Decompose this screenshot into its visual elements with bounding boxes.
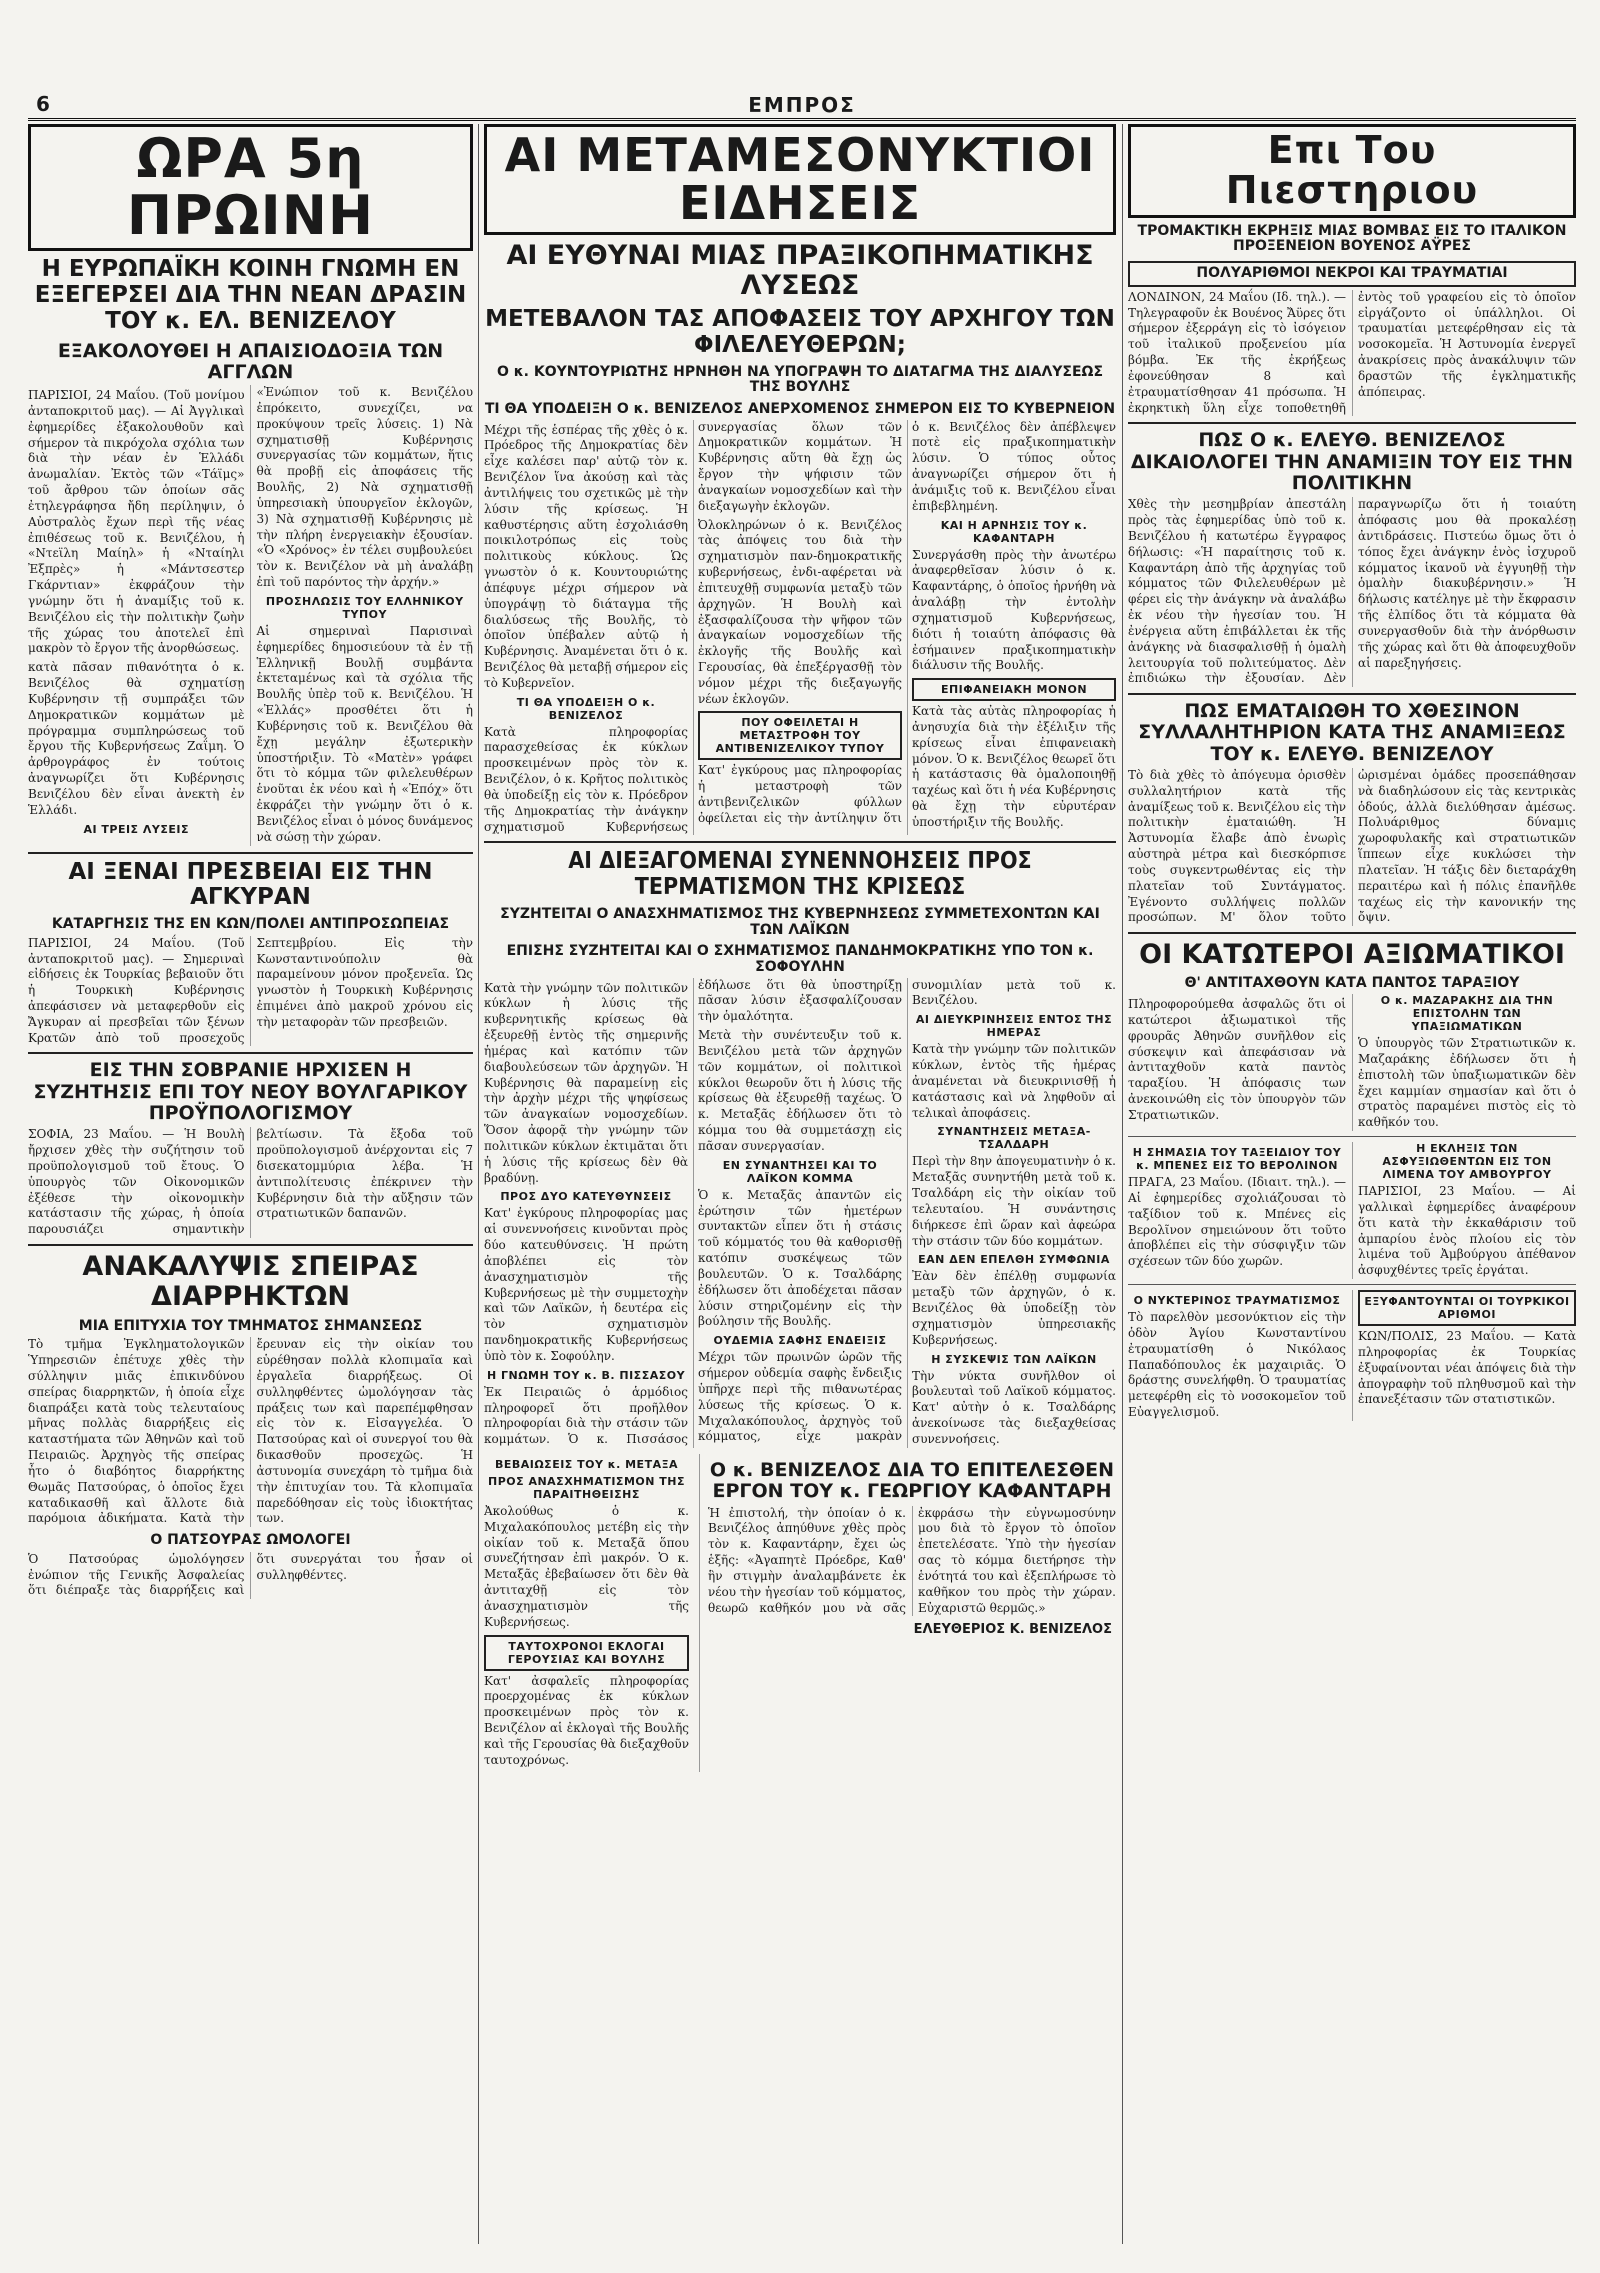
article-text: «Ἐνώπιον τοῦ κ. Βενιζέλου ἐπρόκειτο, συνεχίζει, να προκύψουν τρεῖς λύσεις. 1) Νὰ σχηματισθῇ Κυβέρνησις συνεργασίας τῶν κομμάτων, ἥτις θὰ προβῇ εἰς ἀποφάσεις τῆς Βουλῆς, 2) Νὰ σχηματισθῇ ὑπηρεσιακὴ ὑπουργεῖον ἐκλογῶν, 3) Νὰ σχηματισθῇ Κυβέρνησις μὲ τὴν πλήρη ἐνεργειακὴν ἐξουσίαν. «Ὁ «Χρόνος» ἐν τέλει συμβουλεύει τὸν κ. Βενιζέλον νὰ μὴ ἀναλάβῃ ἐπὶ τοῦ παρόντος τὴν ἀρχήν.» (256, 385, 473, 590)
headline-embassies-ankara: ΑΙ ΞΕΝΑΙ ΠΡΕΣΒΕΙΑΙ ΕΙΣ ΤΗΝ ΑΓΚΥΡΑΝ (68, 858, 433, 911)
column-right (1128, 124, 1576, 1421)
article-text: Μέχρι τῆς ἑσπέρας τῆς χθὲς ὁ κ. Πρόεδρος τῆς Δημοκρατίας δὲν εἶχε καλέσει παρ' αὐτῷ τὸν κ. Βενιζέλον ἵνα ἀκούσῃ καὶ τὰς ἀντιλήψεις του σχετικῶς μὲ τὴν λύσιν τῆς κρίσεως. Ἡ καθυστέρησις αὕτη ἐσχολιάσθη ποικιλοτρόπως εἰς τοὺς πολιτικοὺς κύκλους. Ὡς γνωστὸν ὁ κ. Κουντουριώτης ἀπέφυγε μέχρι σήμερον νὰ ὑπογράψῃ τὸ διάταγμα τῆς διαλύσεως τῆς Βουλῆς, τὸ ὁποῖον ὑπέβαλεν αὐτῷ ἡ Κυβέρνησις. Ἀναμένεται ὅτι ὁ κ. Βενιζέλος θὰ μεταβῇ σήμερον εἰς τὸ Κυβερνεῖον. (484, 422, 688, 690)
subheading-superficial: ΕΠΙΦΑΝΕΙΑΚΗ ΜΟΝΟΝ (912, 678, 1116, 701)
subheading-metaxas: ΒΕΒΑΙΩΣΕΙΣ ΤΟΥ κ. ΜΕΤΑΞΑ (494, 1458, 679, 1471)
article-text: Κατὰ πληροφορίας παρασχεθείσας ἐκ κύκλων προσκειμένων πρὸς τὸν κ. Βενιζέλον, ὁ κ. Κρῆτος πολιτικὸς θὰ ὑποδείξῃ εἰς τὸν κ. Πρόεδρον τῆς Δημοκρατίας τὴν ἀνάγκην σχηματισμοῦ Κυβερνήσεως συνεργασίας ὅλων τῶν Δημοκρατικῶν κομμάτων. Ἡ Κυβέρνησις αὕτη θὰ ἔχῃ ὡς ἔργον τὴν ψήφισιν τῶν ἀναγκαίων νομοσχεδίων καὶ τὴν διεξαγωγὴν ἐκλογῶν. (484, 419, 902, 834)
divider (1128, 422, 1576, 424)
divider (1128, 1136, 1576, 1137)
column-left (28, 124, 473, 1602)
column-center (484, 124, 1116, 1772)
subheading-popular-council: Η ΣΥΣΚΕΨΙΣ ΤΩΝ ΛΑΪΚΩΝ (931, 1352, 1097, 1366)
article-text: Ὁ ὑπουργὸς τῶν Στρατιωτικῶν κ. Μαζαράκης ἐδήλωσεν ὅτι ἡ ἐπιστολὴ τῶν ὑπαξιωματικῶν δὲν ἔχει καμμίαν σημασίαν καὶ ὅτι ὁ στρατὸς παραμένει πιστὸς εἰς τὸ καθῆκόν του. (1358, 1036, 1576, 1130)
article-officers (1128, 994, 1576, 1131)
subheading-hamburg: Η ΕΚΛΗΞΙΣ ΤΩΝ ΑΣΦΥΞΙΩΘΕΝΤΩΝ ΕΙΣ ΤΟΝ ΛΙΜΕΝΑ ΤΟΥ ΑΜΒΟΥΡΓΟΥ (1382, 1142, 1552, 1182)
article-text: Κατὰ τὴν γνώμην τῶν πολιτικῶν κύκλων, ἐντὸς τῆς ἡμέρας ἀναμένεται νὰ διευκρινισθῇ ἡ κατάστασις καὶ νὰ ληφθοῦν αἱ τελικαὶ ἀποφάσεις. (912, 1042, 1116, 1120)
subheading-piraeus-opinion: Η ΓΝΩΜΗ ΤΟΥ κ. Β. ΠΙΣΣΑΣΟΥ (486, 1368, 686, 1382)
article-text: Περὶ τὴν 8ην ἀπογευματινὴν ὁ κ. Μεταξᾶς συνηντήθη μετὰ τοῦ κ. Τσαλδάρη εἰς τὴν οἰκίαν τοῦ τελευταίου. Ἡ συνάντησις διήρκεσε ἐπὶ ὥραν καὶ ἀφεώρα τὴν στάσιν τῶν δύο κομμάτων. (912, 1154, 1116, 1248)
article-bomb: ΛΟΝΔΙΝΟΝ, 24 Μαΐου (Ιδ. τηλ.). — Τηλεγραφοῦν ἐκ Βουένος Ἄϋρες ὅτι σήμερον ἐξερράγη εἰς τὸ ἰσόγειον τοῦ ἰταλικοῦ προξενείου μία βόμβα. Ἐκ τῆς ἐκρήξεως ἐφονεύθησαν 8 καὶ ἐτραυματίσθησαν 41 πρόσωπα. Ἡ ἐκρηκτικὴ ὕλη εἶχε τοποθετηθῆ ἐντὸς τοῦ γραφείου εἰς τὸ ὁποῖον εἰργάζοντο οἱ ὑπάλληλοι. Οἱ τραυματίαι μετεφέρθησαν εἰς τὰ νοσοκομεῖα. Ἡ Ἀστυνομία ἐνεργεῖ ἀνακρίσεις πρὸς ἀνακάλυψιν τῶν δραστῶν τῆς ἐγκληματικῆς ἀπόπειρας. (1128, 289, 1576, 415)
divider (28, 852, 473, 854)
article-text: ΠΡΑΓΑ, 23 Μαΐου. (Ιδιαιτ. τηλ.). — Αἱ ἐφημερίδες σχολιάζουσαι τὸ ταξίδιον τοῦ κ. Μπένες εἰς Βερολῖνον σημειώνουν ὅτι τοῦτο ἀποβλέπει εἰς τὴν σύσφιγξιν τῶν σχέσεων τῶν δύο χωρῶν. (1128, 1175, 1346, 1269)
subheading-night-stabbing: Ο ΝΥΚΤΕΡΙΝΟΣ ΤΡΑΥΜΑΤΙΣΜΟΣ (1133, 1294, 1341, 1308)
article-text: Πληροφορούμεθα ἀσφαλῶς ὅτι οἱ κατώτεροι ἀξιωματικοὶ τῆς φρουρᾶς Ἀθηνῶν συνῆλθον εἰς σύσκεψιν καὶ ἀπεφάσισαν νὰ ἀντιταχθοῦν κατὰ παντὸς ταραξίου. Ἡ ἀπόφασις των ἀνεκοινώθη εἰς τὸν ὑπουργὸν τῶν Στρατιωτικῶν. (1128, 997, 1346, 1122)
subheading-mazarakis: Ο κ. ΜΑΖΑΡΑΚΗΣ ΔΙΑ ΤΗΝ ΕΠΙΣΤΟΛΗΝ ΤΩΝ ΥΠΑΞΙΩΜΑΤΙΚΩΝ (1380, 994, 1554, 1034)
article-patsouras: Ὁ Πατσούρας ὡμολόγησεν ἐνώπιον τῆς Γενικῆς Ἀσφαλείας ὅτι διέπραξε τὰς διαρρήξεις καὶ ὅτι συνεργάται του ἦσαν οἱ συλληφθέντες. (28, 1551, 473, 1598)
subheading-turkish-numbers: ΕΞΥΦΑΝΤΟΥΝΤΑΙ ΟΙ ΤΟΥΡΚΙΚΟΙ ΑΡΙΘΜΟΙ (1358, 1290, 1576, 1326)
headline-british-pessimism: ΕΞΑΚΟΛΟΥΘΕΙ Η ΑΠΑΙΣΙΟΔΟΞΙΑ ΤΩΝ ΑΓΓΛΩΝ (57, 339, 444, 383)
section-banner-press: Επι Του Πιεστηριου (1128, 124, 1576, 218)
article-text: Μέχρι τῶν πρωινῶν ὡρῶν τῆς σήμερον οὐδεμία σαφὴς ἔνδειξις ὑπῆρχε περὶ τῆς πιθανωτέρας λύσεως τῆς κρίσεως. Ὁ κ. Μιχαλακόπουλος, ἀρχηγὸς τοῦ κόμματος, εἶχε μακρὰν συνομιλίαν μετὰ τοῦ κ. Βενιζέλου. (698, 977, 1116, 1444)
subheading-kafantaris-refusal: ΚΑΙ Η ΑΡΝΗΣΙΣ ΤΟΥ κ. ΚΑΦΑΝΤΑΡΗ (940, 518, 1088, 545)
article-text: Τὸ παρελθὸν μεσονύκτιον εἰς τὴν ὁδὸν Ἁγίου Κωνσταντίνου ἐτραυματίσθη ὁ Νικόλαος Παπαδόπουλος ἐκ μαχαιριᾶς. Ὁ δράστης συνελήφθη. Ὁ τραυματίας μετεφέρθη εἰς τὸ νοσοκομεῖον τοῦ Εὐαγγελισμοῦ. (1128, 1310, 1346, 1420)
masthead-title: ΕΜΠΡΟΣ (748, 93, 856, 117)
briefs (1128, 1142, 1576, 1279)
article-text: Κατὰ τὴν γνώμην τῶν πολιτικῶν κύκλων ἡ λύσις τῆς κυβερνητικῆς κρίσεως θὰ ἐξευρεθῇ ἐντὸς τῆς σημερινῆς ἡμέρας καὶ κατόπιν τῶν διαβουλεύσεων τῶν ἀρχηγῶν. Ἡ Κυβέρνησις θὰ παραμείνῃ εἰς τὴν ἀρχὴν μέχρι τῆς ψηφίσεως τῶν ἀναγκαίων νομοσχεδίων. Ὅσον ἀφορᾷ τὴν γνώμην τῶν πολιτικῶν κύκλων ἐκτιμᾶται ὅτι ἡ λύσις τῆς κρίσεως δὲν θὰ βραδύνῃ. (484, 980, 688, 1185)
subheading-simultaneous-elections: ΤΑΥΤΟΧΡΟΝΟΙ ΕΚΛΟΓΑΙ ΓΕΡΟΥΣΙΑΣ ΚΑΙ ΒΟΥΛΗΣ (484, 1635, 689, 1671)
divider (1128, 932, 1576, 934)
section-banner-5am: ΩΡΑ 5η ΠΡΩΙΝΗ (28, 124, 473, 251)
headline-liberal-leader: ΜΕΤΕΒΑΛΟΝ ΤΑΣ ΑΠΟΦΑΣΕΙΣ ΤΟΥ ΑΡΧΗΓΟΥ ΤΩΝ ΦΙΛΕΛΕΥΘΕΡΩΝ; (485, 306, 1115, 358)
subheadline-reshuffle: ΣΥΖΗΤΕΙΤΑΙ Ο ΑΝΑΣΧΗΜΑΤΙΣΜΟΣ ΤΗΣ ΚΥΒΕΡΝΗΣΕΩΣ ΣΥΜΜΕΤΕΧΟΝΤΩΝ ΚΑΙ ΤΩΝ ΛΑΪΚΩΝ (500, 905, 1100, 938)
article-text: Ἡ ἐπιστολή, τὴν ὁποίαν ὁ κ. Βενιζέλος ἀπηύθυνε χθὲς πρὸς τὸν κ. Καφαντάρην, ἔχει ὡς ἑξῆς: «Ἀγαπητὲ Πρόεδρε, Καθ' ἣν στιγμὴν ἀναλαμβάνετε ἐκ νέου τὴν ἡγεσίαν τοῦ κόμματος, θεωρῶ καθῆκόν μου νὰ σᾶς ἐκφράσω τὴν εὐγνωμοσύνην μου διὰ τὸ ἔργον τὸ ὁποῖον ἐπετελέσατε. Ὑπὸ τὴν ἡγεσίαν σας τὸ κόμμα διετήρησε τὴν ἑνότητά του καὶ ἐξεπλήρωσε τὸ καθῆκον του πρὸς τὴν χώραν. Εὐχαριστῶ θερμῶς.» (708, 1505, 1116, 1615)
article-text: Ἐὰν δὲν ἐπέλθῃ συμφωνία μεταξὺ τῶν ἀρχηγῶν, ὁ κ. Βενιζέλος θὰ ὑποδείξῃ τὸν σχηματισμὸν ὑπηρεσιακῆς Κυβερνήσεως. (912, 1269, 1116, 1347)
headline-bomb-explosion: ΤΡΟΜΑΚΤΙΚΗ ΕΚΡΗΞΙΣ ΜΙΑΣ ΒΟΜΒΑΣ ΕΙΣ ΤΟ ΙΤΑΛΙΚΟΝ ΠΡΟΞΕΝΕΙΟΝ ΒΟΥΕΝΟΣ ΑΫΡΕΣ (1137, 222, 1567, 255)
headline-venizelos-today: ΤΙ ΘΑ ΥΠΟΔΕΙΞΗ Ο κ. ΒΕΝΙΖΕΛΟΣ ΑΝΕΡΧΟΜΕΝΟΣ ΣΗΜΕΡΟΝ ΕΙΣ ΤΟ ΚΥΒΕΡΝΕΙΟΝ (484, 400, 1116, 417)
article-text: Αἱ σημεριναὶ Παρισιναὶ ἐφημερίδες δημοσιεύουν τὰ ἐν τῇ Ἑλληνικῇ Βουλῇ συμβάντα ἐκτεταμένως καὶ τὰ σχόλια τῆς Βουλῆς ὑπὲρ τοῦ κ. Βενιζέλου. Ἡ «Ἐλλάς» προσθέτει ὅτι ἡ Κυβέρνησις τοῦ κ. Βενιζέλου θὰ ἔχῃ μεγάλην ἐξωτερικὴν ὑποστήριξιν. Τὸ «Ματὲν» γράφει ὅτι τὸ κόμμα τῶν φιλελευθέρων ἑνοῦται ἐκ νέου καὶ ἡ «Ἐπόχ» ὅτι ἐκφράζει τὴν γνώμην ὅτι ὁ κ. Βενιζέλος εἶναι ὁ μόνος δυνάμενος νὰ σώσῃ τὴν χώραν. (256, 623, 473, 844)
headline-rally-cancelled: ΠΩΣ ΕΜΑΤΑΙΩΘΗ ΤΟ ΧΘΕΣΙΝΟΝ ΣΥΛΛΑΛΗΤΗΡΙΟΝ ΚΑΤΑ ΤΗΣ ΑΝΑΜΙΞΕΩΣ ΤΟΥ κ. ΕΛΕΥΘ. ΒΕΝΙΖΕΛΟΥ (1138, 700, 1566, 765)
article-text: Κατ' ἀσφαλεῖς πληροφορίας προερχομένας ἐκ κύκλων προσκειμένων πρὸς τὸν κ. Βενιζέλον αἱ ἐκλογαὶ τῆς Βουλῆς καὶ τῆς Γερουσίας θὰ διεξαχθοῦν ταυτοχρόνως. (484, 1673, 689, 1767)
subheading-popular-party: ΕΝ ΣΥΝΑΝΤΗΣΕΙ ΚΑΙ ΤΟ ΛΑΪΚΟΝ ΚΟΜΜΑ (722, 1158, 878, 1185)
headline-bulgarian-budget: ΕΙΣ ΤΗΝ ΣΟΒΡΑΝΙΕ ΗΡΧΙΣΕΝ Η ΣΥΖΗΤΗΣΙΣ ΕΠΙ ΤΟΥ ΝΕΟΥ ΒΟΥΛΓΑΡΙΚΟΥ ΠΡΟΫΠΟΛΟΓΙΣΜΟΥ (33, 1059, 468, 1125)
article-text: Κατὰ τὰς αὐτὰς πληροφορίας ἡ ἀνησυχία διὰ τὴν ἐξέλιξιν τῆς κρίσεως εἶναι ἐπιφανειακὴ μόνον. Ὁ κ. Βενιζέλος θεωρεῖ ὅτι ἡ κατάστασις θὰ ὁμαλοποιηθῇ ταχέως καὶ ὅτι ἡ νέα Κυβέρνησις θὰ ἔχῃ τὴν εὐρυτέραν ὑποστήριξιν τῆς Βουλῆς. (912, 704, 1116, 829)
article-text: Τὴν νύκτα συνῆλθον οἱ βουλευταὶ τοῦ Λαϊκοῦ κόμματος. Κατ' αὐτὴν ὁ κ. Τσαλδάρης ἀνεκοίνωσε τὰς διεξαχθείσας συνεννοήσεις. (912, 1368, 1116, 1446)
divider (28, 1052, 473, 1054)
section-banner-late-news: ΑΙ ΜΕΤΑΜΕΣΟΝΥΚΤΙΟΙ ΕΙΔΗΣΕΙΣ (484, 124, 1116, 235)
article-metaxas (484, 1454, 689, 1772)
article-text: Μετὰ τὴν συνέντευξιν τοῦ κ. Βενιζέλου μετὰ τῶν ἀρχηγῶν τῶν κομμάτων, οἱ πολιτικοὶ κύκλοι θεωροῦν ὅτι ἡ λύσις τῆς κρίσεως θὰ ἐξευρεθῇ ταχέως. Ὁ κ. Μεταξᾶς ἐδήλωσεν ὅτι τὸ κόμμα του θὰ συμμετάσχῃ εἰς πᾶσαν συνεργασίαν. (698, 1028, 902, 1153)
subheadline-embassies: ΚΑΤΑΡΓΗΣΙΣ ΤΗΣ ΕΝ ΚΩΝ/ΠΟΛΕΙ ΑΝΤΙΠΡΟΣΩΠΕΙΑΣ (51, 916, 450, 933)
masthead-bar (28, 92, 1576, 121)
subheadline-burglar-ring: ΜΙΑ ΕΠΙΤΥΧΙΑ ΤΟΥ ΤΜΗΜΑΤΟΣ ΣΗΜΑΝΣΕΩΣ (78, 1317, 423, 1334)
page-number: 6 (36, 92, 50, 116)
headline-venizelos-justifies: ΠΩΣ Ο κ. ΕΛΕΥΘ. ΒΕΝΙΖΕΛΟΣ ΔΙΚΑΙΟΛΟΓΕΙ ΤΗΝ ΑΝΑΜΙΞΙΝ ΤΟΥ ΕΙΣ ΤΗΝ ΠΟΛΙΤΙΚΗΝ (1130, 429, 1574, 494)
headline-patsouras-confesses: Ο ΠΑΤΣΟΥΡΑΣ ΩΜΟΛΟΓΕΙ (150, 1532, 351, 1549)
headline-junior-officers: ΟΙ ΚΑΤΩΤΕΡΟΙ ΑΞΙΩΜΑΤΙΚΟΙ (1139, 939, 1565, 971)
article-text: Κατ' ἐγκύρους μας πληροφορίας ἡ μεταστροφὴ τῶν ἀντιβενιζελικῶν φύλλων ὀφείλεται εἰς τὴν ἀντίληψιν ὅτι ὁ κ. Βενιζέλος δὲν ἀπέβλεψεν ποτὲ εἰς πραξικοπηματικὴν λύσιν. Ὁ τύπος οὗτος ἀναγνωρίζει σήμερον ὅτι ἡ ἀνάμιξις τοῦ κ. Βενιζέλου εἶναι ἐπιβεβλημένη. (698, 419, 1116, 825)
bottom-row (484, 1454, 1116, 1772)
subheading-greek-press: ΠΡΟΣΗΛΩΣΙΣ ΤΟΥ ΕΛΛΗΝΙΚΟΥ ΤΥΠΟΥ (265, 594, 464, 621)
headline-coup-responsibility: ΑΙ ΕΥΘΥΝΑΙ ΜΙΑΣ ΠΡΑΞΙΚΟΠΗΜΑΤΙΚΗΣ ΛΥΣΕΩΣ (506, 239, 1094, 301)
subheadline-officers: Θ' ΑΝΤΙΤΑΧΘΟΥΝ ΚΑΤΑ ΠΑΝΤΟΣ ΤΑΡΑΞΙΟΥ (1184, 975, 1520, 992)
divider (28, 1244, 473, 1246)
column-rule (478, 124, 479, 2244)
subheading-metaxas-tsaldaris: ΣΥΝΑΝΤΗΣΕΙΣ ΜΕΤΑΞΑ-ΤΣΑΛΔΑΡΗ (937, 1125, 1091, 1152)
article-european-opinion (28, 385, 473, 845)
subheading-three-solutions: ΑΙ ΤΡΕΙΣ ΛΥΣΕΙΣ (83, 822, 190, 836)
article-text: Συνεργάσθη πρὸς τὴν ἀνωτέρω ἀναφερθεῖσαν λύσιν ὁ κ. Καφαντάρης, ὁ ὁποῖος ἠρνήθη νὰ ἀναλάβῃ τὴν ἐντολὴν σχηματισμοῦ Κυβερνήσεως, διότι ἡ τοιαύτη ἀπόφασις θὰ ἐσήμαινεν πραξικοπηματικὴν διάλυσιν τῆς Βουλῆς. (912, 547, 1116, 673)
article-text: Ἐκ Πειραιῶς ὁ ἁρμόδιος πληροφορεῖ ὅτι προῆλθον πληροφορίαι διὰ τὴν στάσιν τῶν κομμάτων. Ὁ κ. Πισσάσος ἐδήλωσε ὅτι θὰ ὑποστηρίξῃ πᾶσαν λύσιν ἐξασφαλίζουσαν τὴν ὁμαλότητα. (484, 977, 902, 1447)
subheading-clarifications: ΑΙ ΔΙΕΥΚΡΙΝΗΣΕΙΣ ΕΝΤΟΣ ΤΗΣ ΗΜΕΡΑΣ (915, 1013, 1113, 1040)
article-text: Κατ' ἐγκύρους πληροφορίας μας αἱ συνεννοήσεις κινοῦνται πρὸς δύο κατευθύνσεις. Ἡ πρώτη ἀποβλέπει εἰς τὸν ἀνασχηματισμὸν τῆς Κυβερνήσεως μὲ τὴν συμμετοχὴν καὶ τῶν Λαϊκῶν, ἡ δευτέρα εἰς τὸν σχηματισμὸν πανδημοκρατικῆς Κυβερνήσεως ὑπὸ τὸν κ. Σοφούλην. (484, 1206, 688, 1363)
divider (1128, 693, 1576, 695)
article-text: Ἀκολούθως ὁ κ. Μιχαλακόπουλος μετέβη εἰς τὴν οἰκίαν τοῦ κ. Μεταξᾶ ὅπου συνεζήτησαν ἐπὶ μακρόν. Ὁ κ. Μεταξᾶς ἐβεβαίωσεν ὅτι δὲν θὰ ἀντιταχθῇ εἰς τὸν ἀνασχηματισμὸν τῆς Κυβερνήσεως. (484, 1504, 689, 1629)
article-text: Ὁ κ. Μεταξᾶς ἀπαντῶν εἰς ἐρώτησιν τῶν ἡμετέρων συντακτῶν εἶπεν ὅτι ἡ στάσις τοῦ κόμματός του θὰ καθορισθῇ κατόπιν συσκέψεως τῶν βουλευτῶν. Ὁ κ. Τσαλδάρης ἐδήλωσεν ὅτι ἀποδέχεται πᾶσαν λύσιν στηριζομένην εἰς τὴν βούλησιν τῆς Βουλῆς. (698, 1187, 902, 1329)
subheading-two-directions: ΠΡΟΣ ΔΥΟ ΚΑΤΕΥΘΥΝΣΕΙΣ (500, 1190, 672, 1204)
article-text: κατὰ πᾶσαν πιθανότητα ὁ κ. Βενιζέλος θὰ σχηματίσῃ Κυβέρνησιν τῇ συμπράξει τῶν Δημοκρατικῶν κομμάτων μὲ πρόγραμμα συμπληρώσεως τοῦ ἔργου τῆς Κυβερνήσεως Ζαΐμη. Ὁ ἀρθρογράφος ἐν τούτοις ἀναγνωρίζει ὅτι Κυβέρνησις Βενιζέλου δὲν εἶναι ἀνεκτὴ ἐν Ἑλλάδι. (28, 660, 245, 817)
subheadline-casualties: ΠΟΛΥΑΡΙΘΜΟΙ ΝΕΚΡΟΙ ΚΑΙ ΤΡΑΥΜΑΤΙΑΙ (1128, 261, 1576, 287)
article-coup (484, 420, 1116, 836)
headline-kafantaris-work: Ο κ. ΒΕΝΙΖΕΛΟΣ ΔΙΑ ΤΟ ΕΠΙΤΕΛΕΣΘΕΝ ΕΡΓΟΝ ΤΟΥ κ. ΓΕΩΡΓΙΟΥ ΚΑΦΑΝΤΑΡΗ (709, 1459, 1115, 1503)
subheading-press-shift: ΠΟΥ ΟΦΕΙΛΕΤΑΙ Η ΜΕΤΑΣΤΡΟΦΗ ΤΟΥ ΑΝΤΙΒΕΝΙΖΕΛΙΚΟΥ ΤΥΠΟΥ (698, 711, 902, 760)
article-kafantaris-letter (699, 1454, 1116, 1772)
headline-crisis-talks: ΑΙ ΔΙΕΞΑΓΟΜΕΝΑΙ ΣΥΝΕΝΝΟΗΣΕΙΣ ΠΡΟΣ ΤΕΡΜΑΤΙΣΜΟΝ ΤΗΣ ΚΡΙΣΕΩΣ (568, 848, 1032, 901)
briefs-bottom (1128, 1290, 1576, 1421)
subheading-no-agreement: ΕΑΝ ΔΕΝ ΕΠΕΛΘΗ ΣΥΜΦΩΝΙΑ (918, 1253, 1110, 1267)
subheading-what-venizelos: ΤΙ ΘΑ ΥΠΟΔΕΙΞΗ Ο κ. ΒΕΝΙΖΕΛΟΣ (516, 695, 656, 722)
article-bulgarian-budget: ΣΟΦΙΑ, 23 Μαΐου. — Ἡ Βουλὴ ἤρχισεν χθὲς τὴν συζήτησιν τοῦ προϋπολογισμοῦ τοῦ ἔτους. Ὁ ὑπουργὸς τῶν Οἰκονομικῶν ἐξέθεσε τὴν οἰκονομικὴν κατάστασιν τῆς χώρας, ἡ ὁποία παρουσιάζει σημαντικὴν βελτίωσιν. Τὰ ἔξοδα τοῦ προϋπολογισμοῦ ἀνέρχονται εἰς 7 δισεκατομμύρια λέβα. Ἡ ἀντιπολίτευσις ἐπέκρινεν τὴν Κυβέρνησιν διὰ τὴν αὔξησιν τῶν στρατιωτικῶν δαπανῶν. (28, 1127, 473, 1237)
article-venizelos-justifies: Χθὲς τὴν μεσημβρίαν ἀπεστάλη πρὸς τὰς ἐφημερίδας ὑπὸ τοῦ κ. Βενιζέλου ἡ κατωτέρω ἔγγραφος δήλωσις: «Ἡ παραίτησις τοῦ κ. Καφαντάρη ἀπὸ τῆς ἀρχηγίας τοῦ κόμματος τῶν Φιλελευθέρων μὲ φέρει εἰς τὴν ἀνάγκην νὰ ἀναλάβω ἐκ νέου τὴν ἡγεσίαν του. Ἡ ἐνέργεια αὕτη ἐπιβάλλεται ἐκ τῆς ἀνάγκης νὰ διασφαλισθῇ ἡ ὁμαλὴ λειτουργία τοῦ πολιτεύματος. Δὲν ἐπιδιώκω τὴν ἐξουσίαν. Δὲν παραγνωρίζω ὅτι ἡ τοιαύτη ἀπόφασις μου θὰ προκαλέσῃ ἀντιδράσεις. Πιστεύω ὅμως ὅτι ὁ τόπος ἔχει ἀνάγκην ἑνὸς ἰσχυροῦ κόμματος ἱκανοῦ νὰ ἐγγυηθῇ τὴν ὁμαλὴν διακυβέρνησιν.» Ἡ δήλωσις κατέληγε μὲ τὴν ἔκφρασιν τῆς ἐλπίδος ὅτι τὰ κόμματα θὰ συνεργασθοῦν διὰ τὴν ἀνόρθωσιν τῆς χώρας καὶ ὅτι θὰ ἀποφευχθοῦν αἱ παρεξηγήσεις. (1128, 497, 1576, 686)
article-text: Ὀλοκληρώνων ὁ κ. Βενιζέλος τὰς ἀπόψεις του διὰ τὴν σχηματισμὸν παν-δημοκρατικῆς κυβερνήσεως, ἐνδι-αφέρεται νὰ ἐπιτευχθῇ συμφωνία μεταξὺ τῶν ἀρχηγῶν. Ἡ Βουλὴ καὶ ἐξασφαλίζουσα τὴν ψῆφον τῶν ἀναγκαίων νομοσχεδίων τῆς ἐκλογῆς τῆς Βουλῆς καὶ Γερουσίας, θὰ ἐπεξέργασθῇ τὸν νόμον μέχρι τῆς διεξαγωγῆς νέων ἐκλογῶν. (698, 517, 902, 706)
signature-venizelos: ΕΛΕΥΘΕΡΙΟΣ Κ. ΒΕΝΙΖΕΛΟΣ (913, 1622, 1112, 1638)
subheading-benes-trip: Η ΣΗΜΑΣΙΑ ΤΟΥ ΤΑΞΕΙΔΙΟΥ ΤΟΥ κ. ΜΠΕΝΕΣ ΕΙΣ ΤΟ ΒΕΡΟΛΙΝΟΝ (1132, 1146, 1342, 1173)
headline-burglar-ring: ΑΝΑΚΑΛΥΨΙΣ ΣΠΕΙΡΑΣ ΔΙΑΡΡΗΚΤΩΝ (82, 1251, 419, 1313)
article-text: ΠΑΡΙΣΙΟΙ, 23 Μαΐου. — Αἱ γαλλικαὶ ἐφημερίδες ἀναφέρουν ὅτι κατὰ τὴν ἐκκαθάρισιν τοῦ ἀμπαρίου ἑνὸς πλοίου εἰς τὸν λιμένα τοῦ Ἀμβούργου ἀπέθανον ἀσφυχθέντες τρεῖς ἐργάται. (1358, 1184, 1576, 1278)
article-burglar-ring: Τὸ τμῆμα Ἐγκληματολογικῶν Ὑπηρεσιῶν ἐπέτυχε χθὲς τὴν σύλληψιν μιᾶς ἐπικινδύνου σπείρας διαρρηκτῶν, ἡ ὁποία εἶχε διαπράξει κατὰ τοὺς τελευταίους μῆνας πολλὰς διαρρήξεις εἰς καταστήματα τῶν Ἀθηνῶν καὶ τοῦ Πειραιῶς. Ἀρχηγὸς τῆς σπείρας ἦτο ὁ διαβόητος διαρρήκτης Θωμᾶς Πατσούρας, ὁ ὁποῖος ἔχει καταδικασθῆ καὶ ἄλλοτε διὰ παρόμοια ἀδικήματα. Κατὰ τὴν ἔρευναν εἰς τὴν οἰκίαν του εὑρέθησαν πολλὰ κλοπιμαῖα καὶ ἐργαλεῖα διαρρήξεως. Οἱ συλληφθέντες ὡμολόγησαν τὰς πράξεις των καὶ παρεπέμφθησαν εἰς τὸν κ. Εἰσαγγελέα. Ὁ Πατσούρας καὶ οἱ συνεργοί του θὰ δικασθοῦν προσεχῶς. Ἡ ἀστυνομία συνεχάρη τὸ τμῆμα διὰ τὴν ἐπιτυχίαν του. Τὰ κλοπιμαῖα παρεδόθησαν εἰς τοὺς ἰδιοκτήτας των. (28, 1337, 473, 1526)
headline-european-opinion: Η ΕΥΡΩΠΑΪΚΗ ΚΟΙΝΗ ΓΝΩΜΗ ΕΝ ΕΞΕΓΕΡΣΕΙ ΔΙΑ ΤΗΝ ΝΕΑΝ ΔΡΑΣΙΝ ΤΟΥ κ. ΕΛ. ΒΕΝΙΖΕΛΟΥ (34, 256, 467, 334)
article-text: ΠΑΡΙΣΙΟΙ, 24 Μαΐου. (Τοῦ μονίμου ἀνταποκριτοῦ μας). — Αἱ Ἀγγλικαὶ ἐφημερίδες ἐξακολουθοῦν καὶ σήμερον τὰ πικρόχολα σχόλια των διὰ τὴν νέαν ἐν Ἑλλάδι ἀνωμαλίαν. Ἐκτὸς τῶν «Τάϊμς» τοῦ ἄρθρου τῶν ὁποίων σᾶς ἐτηλεγράφησα ἤδη περίληψιν, ὁ Αὐστραλὸς ἔχων περὶ τῆς νέας ἐπιθέσεως τοῦ κ. Βενιζέλου, ἡ «Ντεϊλη Μαίηλ» ἡ «Νταίηλι Ἐξπρὲς» ἡ «Μάντσεστερ Γκάρντιαν» ἐκφράζουν τὴν γνώμην ὅτι ἡ ἀναμίξις τοῦ κ. Βενιζέλου εἰς τὴν πολιτικὴν ζωὴν τῆς χώρας του ἀποτελεῖ ἐπὶ μακρὸν τὸ ἔργον τῆς ἀνορθώσεως. (28, 388, 245, 656)
article-rally: Τὸ διὰ χθὲς τὸ ἀπόγευμα ὁρισθὲν συλλαλητήριον κατὰ τῆς ἀναμίξεως τοῦ κ. Βενιζέλου εἰς τὴν πολιτικὴν ἐματαιώθη. Ἡ Ἀστυνομία ἔλαβε ἀπὸ ἐνωρὶς αὐστηρὰ μέτρα καὶ διεσκόρπισε τοὺς συγκεντρωθέντας εἰς τὴν πλατεῖαν τοῦ Συντάγματος. Ἐγένοντο συλλήψεις πολλῶν προσώπων. Μ' ὅλον τοῦτο ὠρισμέναι ὁμάδες προσεπάθησαν νὰ διαδηλώσουν εἰς τὰς κεντρικὰς ὁδούς, ἀλλὰ διελύθησαν ἀμέσως. Πολυάριθμος δύναμις χωροφυλακῆς καὶ στρατιωτικῶν ἵππεων εἶχε κυκλώσει τὴν πλατεῖαν. Ἡ τάξις δὲν διεταράχθη περαιτέρω καὶ ἡ πόλις ἐπανῆλθε ταχέως εἰς τὴν κανονικήν της ὄψιν. (1128, 767, 1576, 925)
article-embassies: ΠΑΡΙΣΙΟΙ, 24 Μαΐου. (Τοῦ ἀνταποκριτοῦ μας). — Σημεριναὶ εἰδήσεις ἐκ Τουρκίας βεβαιοῦν ὅτι ἡ Τουρκικὴ Κυβέρνησις ἀπεφάσισεν νὰ μεταφερθοῦν εἰς Ἄγκυραν αἱ πρεσβεῖαι τῶν ξένων Κρατῶν ἀπὸ τοῦ προσεχοῦς Σεπτεμβρίου. Εἰς τὴν Κωνσταντινούπολιν θὰ παραμείνουν μόνον προξενεῖα. Ὡς γνωστὸν ἡ Τουρκικὴ Κυβέρνησις ἐπιμένει ἀπὸ μακροῦ χρόνου εἰς τὴν μεταφορὰν τῶν πρεσβειῶν. (28, 935, 473, 1045)
subheadline-sofoulis: ΕΠΙΣΗΣ ΣΥΖΗΤΕΙΤΑΙ ΚΑΙ Ο ΣΧΗΜΑΤΙΣΜΟΣ ΠΑΝΔΗΜΟΚΡΑΤΙΚΗΣ ΥΠΟ ΤΟΝ κ. ΣΟΦΟΥΛΗΝ (506, 943, 1094, 975)
divider (484, 841, 1116, 843)
divider (1128, 1284, 1576, 1285)
subheading-no-clear-sign: ΟΥΔΕΜΙΑ ΣΑΦΗΣ ΕΝΔΕΙΞΙΣ (713, 1334, 887, 1348)
headline-kountouriotis-refused: Ο κ. ΚΟΥΝΤΟΥΡΙΩΤΗΣ ΗΡΝΗΘΗ ΝΑ ΥΠΟΓΡΑΨΗ ΤΟ ΔΙΑΤΑΓΜΑ ΤΗΣ ΔΙΑΛΥΣΕΩΣ ΤΗΣ ΒΟΥΛΗΣ (496, 363, 1104, 396)
column-rule (1122, 124, 1123, 2244)
article-crisis (484, 978, 1116, 1448)
article-text: ΚΩΝ/ΠΟΛΙΣ, 23 Μαΐου. — Κατὰ πληροφορίας ἐκ Τουρκίας ἐξυφαίνονται νέαι ἀπόψεις διὰ τὴν ἀπογραφὴν τοῦ πληθυσμοῦ καὶ τὴν ἐπανεξέτασιν τῶν στατιστικῶν. (1358, 1329, 1576, 1407)
subheading-metaxas-sub: ΠΡΟΣ ΑΝΑΣΧΗΜΑΤΙΣΜΟΝ ΤΗΣ ΠΑΡΑΙΤΗΘΕΙΣΗΣ (487, 1475, 686, 1501)
